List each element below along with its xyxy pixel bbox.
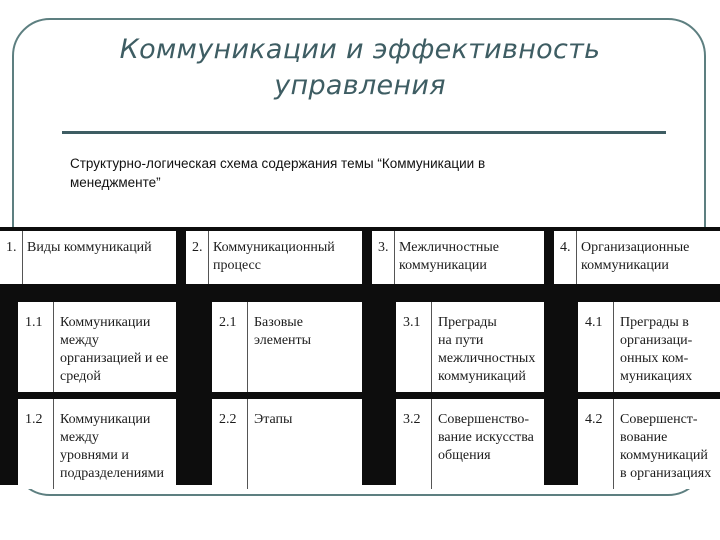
item-number: 1.2 <box>25 412 43 427</box>
item-separator <box>53 302 54 392</box>
header-label <box>581 239 718 275</box>
header-label-line: Виды коммуникаций <box>27 240 152 255</box>
item-separator <box>247 302 248 392</box>
item-separator <box>431 399 432 489</box>
header-label <box>213 239 360 275</box>
item-text-line: Этапы <box>254 412 293 427</box>
item-text-line: организацией и ее <box>60 351 169 366</box>
header-label-line: процесс <box>213 258 261 273</box>
title-line-2: управления <box>274 70 446 101</box>
header-number: 2. <box>192 240 203 255</box>
item-text-line: организаци- <box>620 333 693 348</box>
item-text-line: Преграды в <box>620 315 689 330</box>
subtitle-line-2: менеджменте” <box>70 175 161 190</box>
header-label-line: Организационные <box>581 240 690 255</box>
header-separator <box>394 231 395 284</box>
item-text-line: коммуникаций <box>620 448 708 463</box>
item-text-line: на пути <box>438 333 484 348</box>
item-separator <box>613 399 614 489</box>
header-label-line: коммуникации <box>581 258 669 273</box>
item-number: 3.2 <box>403 412 421 427</box>
structure-diagram <box>0 227 720 485</box>
item-text <box>438 411 542 465</box>
item-text-line: уровнями и <box>60 448 129 463</box>
item-box-3-1 <box>396 302 544 392</box>
item-text-line: вование <box>620 430 668 445</box>
header-label-line: коммуникации <box>399 258 487 273</box>
slide-subtitle <box>70 154 630 192</box>
item-box-4-2 <box>578 399 720 489</box>
header-separator <box>576 231 577 284</box>
header-number: 1. <box>6 240 17 255</box>
item-text-line: Коммуникации <box>60 412 151 427</box>
item-text <box>620 411 718 483</box>
item-text <box>60 314 174 386</box>
title-line-1: Коммуникации и эффективность <box>119 34 601 65</box>
item-text <box>620 314 718 386</box>
item-text-line: подразделениями <box>60 466 165 481</box>
item-number: 1.1 <box>25 315 43 330</box>
item-text-line: коммуникаций <box>438 369 526 384</box>
item-text <box>254 314 360 350</box>
item-box-1-2 <box>18 399 176 489</box>
item-box-2-2 <box>212 399 362 489</box>
item-box-4-1 <box>578 302 720 392</box>
header-box-3 <box>372 231 544 284</box>
header-separator <box>22 231 23 284</box>
item-number: 4.1 <box>585 315 603 330</box>
header-label <box>399 239 542 275</box>
item-text-line: вание искусства <box>438 430 534 445</box>
item-separator <box>247 399 248 489</box>
item-text-line: элементы <box>254 333 312 348</box>
item-separator <box>431 302 432 392</box>
header-box-1 <box>0 231 176 284</box>
item-number: 3.1 <box>403 315 421 330</box>
header-box-2 <box>186 231 362 284</box>
item-text-line: межличностных <box>438 351 536 366</box>
item-text-line: между <box>60 333 99 348</box>
item-text-line: в организациях <box>620 466 712 481</box>
item-text-line: Совершенство- <box>438 412 530 427</box>
item-box-1-1 <box>18 302 176 392</box>
header-label-line: Коммуникационный <box>213 240 335 255</box>
item-text <box>60 411 174 483</box>
item-text-line: Коммуникации <box>60 315 151 330</box>
item-text-line: между <box>60 430 99 445</box>
item-number: 2.1 <box>219 315 237 330</box>
item-text-line: Совершенст- <box>620 412 698 427</box>
item-text-line: муникациях <box>620 369 693 384</box>
item-text-line: средой <box>60 369 101 384</box>
header-label-line: Межличностные <box>399 240 499 255</box>
item-box-3-2 <box>396 399 544 489</box>
item-text-line: общения <box>438 448 491 463</box>
header-number: 4. <box>560 240 571 255</box>
item-number: 2.2 <box>219 412 237 427</box>
item-text <box>438 314 542 386</box>
header-box-4 <box>554 231 720 284</box>
item-box-2-1 <box>212 302 362 392</box>
item-text-line: Базовые <box>254 315 303 330</box>
item-text <box>254 411 360 429</box>
item-text-line: Преграды <box>438 315 497 330</box>
item-text-line: онных ком- <box>620 351 689 366</box>
title-divider <box>62 131 666 134</box>
item-separator <box>613 302 614 392</box>
header-label <box>27 239 174 257</box>
subtitle-line-1: Структурно-логическая схема содержания темы “Коммуникации в <box>70 156 486 171</box>
item-separator <box>53 399 54 489</box>
header-number: 3. <box>378 240 389 255</box>
item-number: 4.2 <box>585 412 603 427</box>
header-separator <box>208 231 209 284</box>
slide-title <box>60 32 660 104</box>
